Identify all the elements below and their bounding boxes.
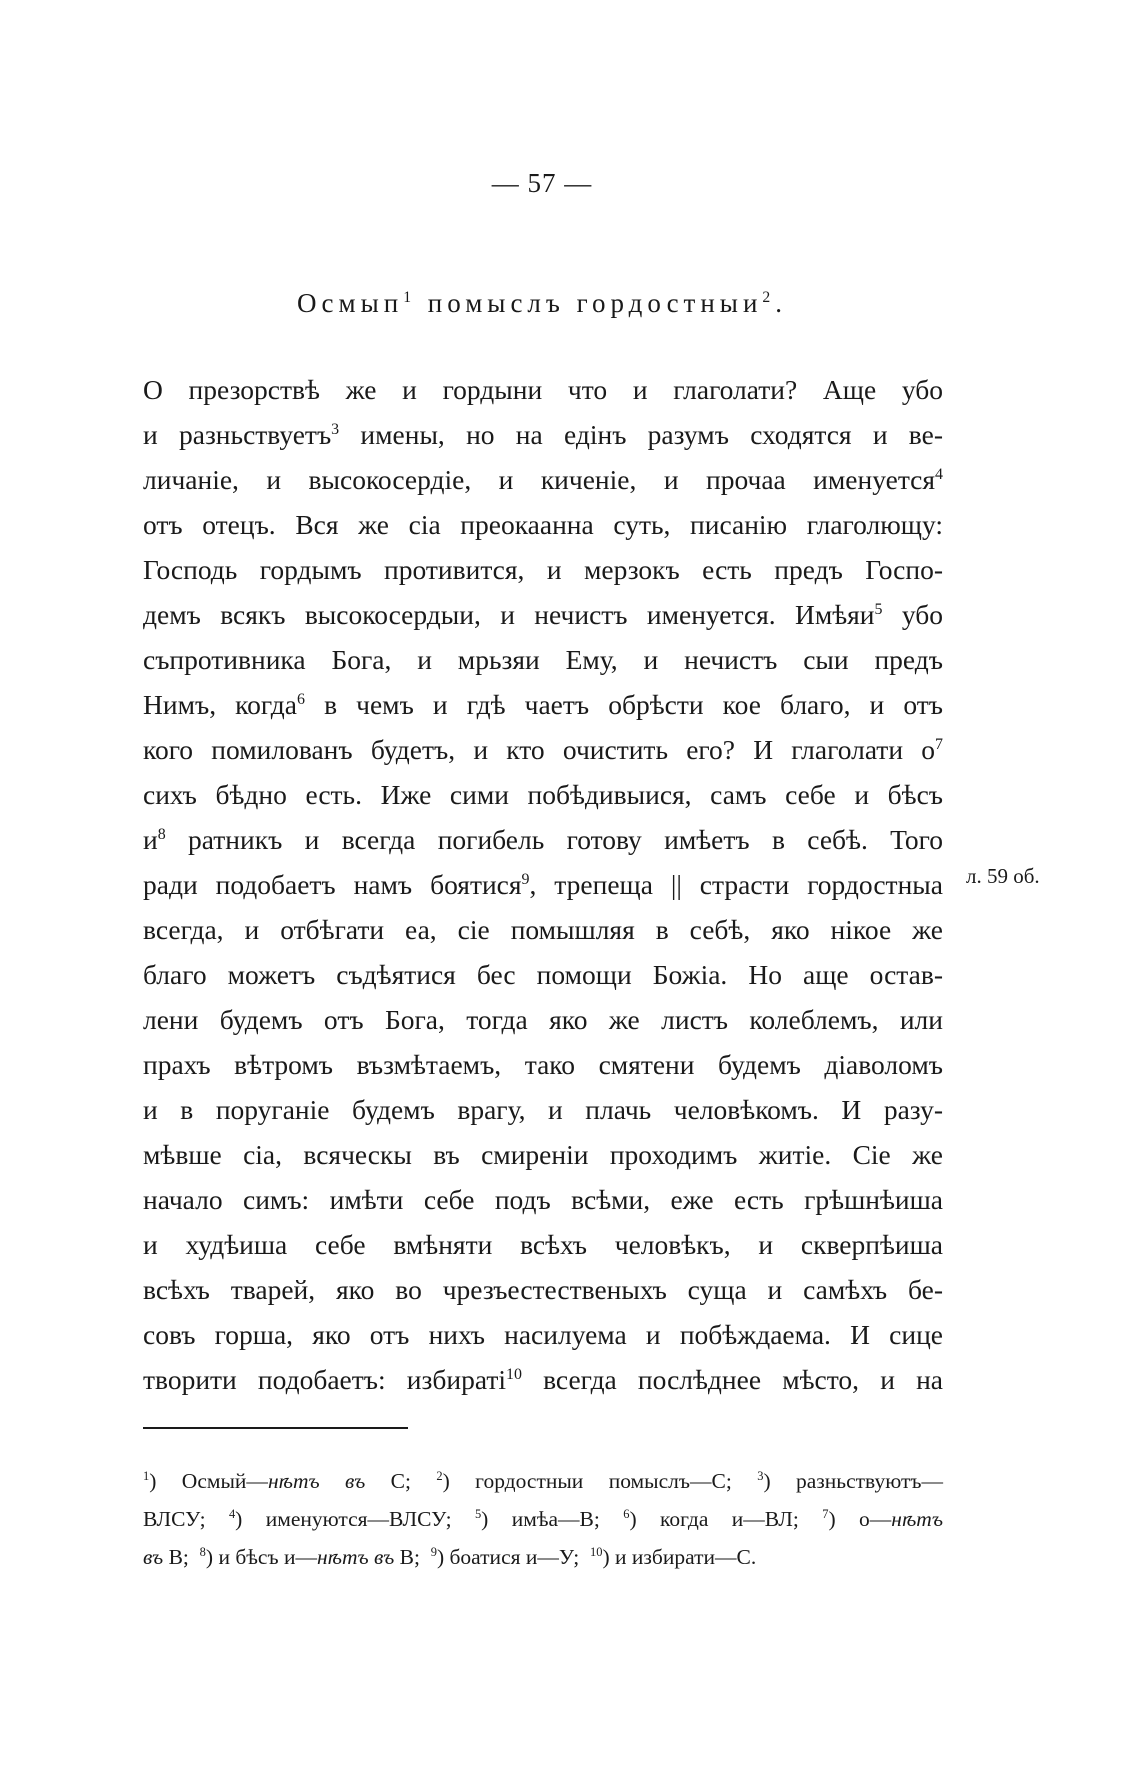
text-line: и в поруганіе будемъ врагу, и плачь человѣкомъ. И разу- [143, 1094, 943, 1125]
text-line: всегда, и отбѣгати еа, сіе помышляя в себѣ, яко нікое же [143, 914, 943, 945]
text-line: $и^8$ ратникъ и всегда погибель готову имѣетъ в себѣ. Того [143, 824, 943, 855]
text-line: всѣхъ тварей, яко во чрезъестественыхъ суща и самѣхъ бе- [143, 1274, 943, 1305]
text-line: и худѣиша себе вмѣняти всѣхъ человѣкъ, и скверпѣиша [143, 1229, 943, 1260]
footnotes [143, 1462, 943, 1576]
text-line: Нимъ, когда$^6$ в чемъ и гдѣ чаетъ обрѣсти кое благо, и отъ [143, 689, 943, 720]
text-line: совъ горша, яко отъ нихъ насилуема и побѣждаема. И сице [143, 1319, 943, 1350]
footnote-line: въ В; $^8$) и бѣсъ и—нѣтъ въ В; $^9$) боатися и—У; $^{10}$) и избирати—С. [143, 1544, 757, 1569]
text-line: отъ отецъ. Вся же сіа преокаанна суть, писанію глаголющу: [143, 509, 943, 540]
text-line: Господь гордымъ противится, и мерзокъ есть предъ Госпо- [143, 554, 943, 585]
text-line: творити подобаетъ: избираті$^{10}$ всегда послѣднее мѣсто, и на [143, 1364, 943, 1395]
page-number: — 57 — [491, 168, 593, 198]
footnote-ref: 2 [762, 289, 776, 306]
footnote-ref: 1 [403, 289, 417, 306]
footnote-line: $^1$) Осмый—нѣтъ въ С; $^2$) гордостныи помыслъ—С; $^3$) разньствуютъ— [143, 1468, 943, 1493]
footnote-line: ВЛСУ; $^4$) именуются—ВЛСУ; $^5$) имѣа—В; $^6$) когда и—ВЛ; $^7$) о—нѣтъ [143, 1506, 943, 1531]
footnote-divider [143, 1427, 408, 1429]
text-line: личаніе, и высокосердіе, и киченіе, и прочаа именуется$^4$ [143, 464, 943, 495]
margin-note: л. 59 об. [966, 864, 1040, 888]
text-line: О презорствѣ же и гордыни что и глаголати? Аще убо [143, 374, 943, 405]
text-line: начало симъ: имѣти себе подъ всѣми, еже есть грѣшнѣиша [143, 1184, 943, 1215]
text-line: прахъ вѣтромъ възмѣтаемъ, тако смятени будемъ діаволомъ [143, 1049, 943, 1080]
text-line: лени будемъ отъ Бога, тогда яко же листъ колеблемъ, или [143, 1004, 943, 1035]
text-line: кого помилованъ будетъ, и кто очистить его? И глаголати $о^7$ [143, 734, 943, 765]
chapter-title: Осмып$^1$ помыслъ гордостныи$^2$. [297, 288, 787, 318]
text-line: благо можетъ съдѣятися бес помощи Божіа. Но аще остав- [143, 959, 943, 990]
body-text [143, 367, 943, 1402]
text-line: сихъ бѣдно есть. Иже сими побѣдивыися, самъ себе и бѣсъ [143, 779, 943, 810]
text-line: мѣвше сіа, всяческы въ смиреніи проходимъ житіе. Сіе же [143, 1139, 943, 1170]
text-line: ради подобаетъ намъ боятися$^9$, трепеща || страсти гордостныа [143, 869, 943, 900]
text-line: демъ всякъ высокосердыи, и нечистъ именуется. Имѣяи$^5$ убо [143, 599, 943, 630]
text-line: съпротивника Бога, и мрьзяи Ему, и нечистъ сыи предъ [143, 644, 943, 675]
text-line: и разньствуетъ$^3$ имены, но на едінъ разумъ сходятся и ве- [143, 419, 943, 450]
